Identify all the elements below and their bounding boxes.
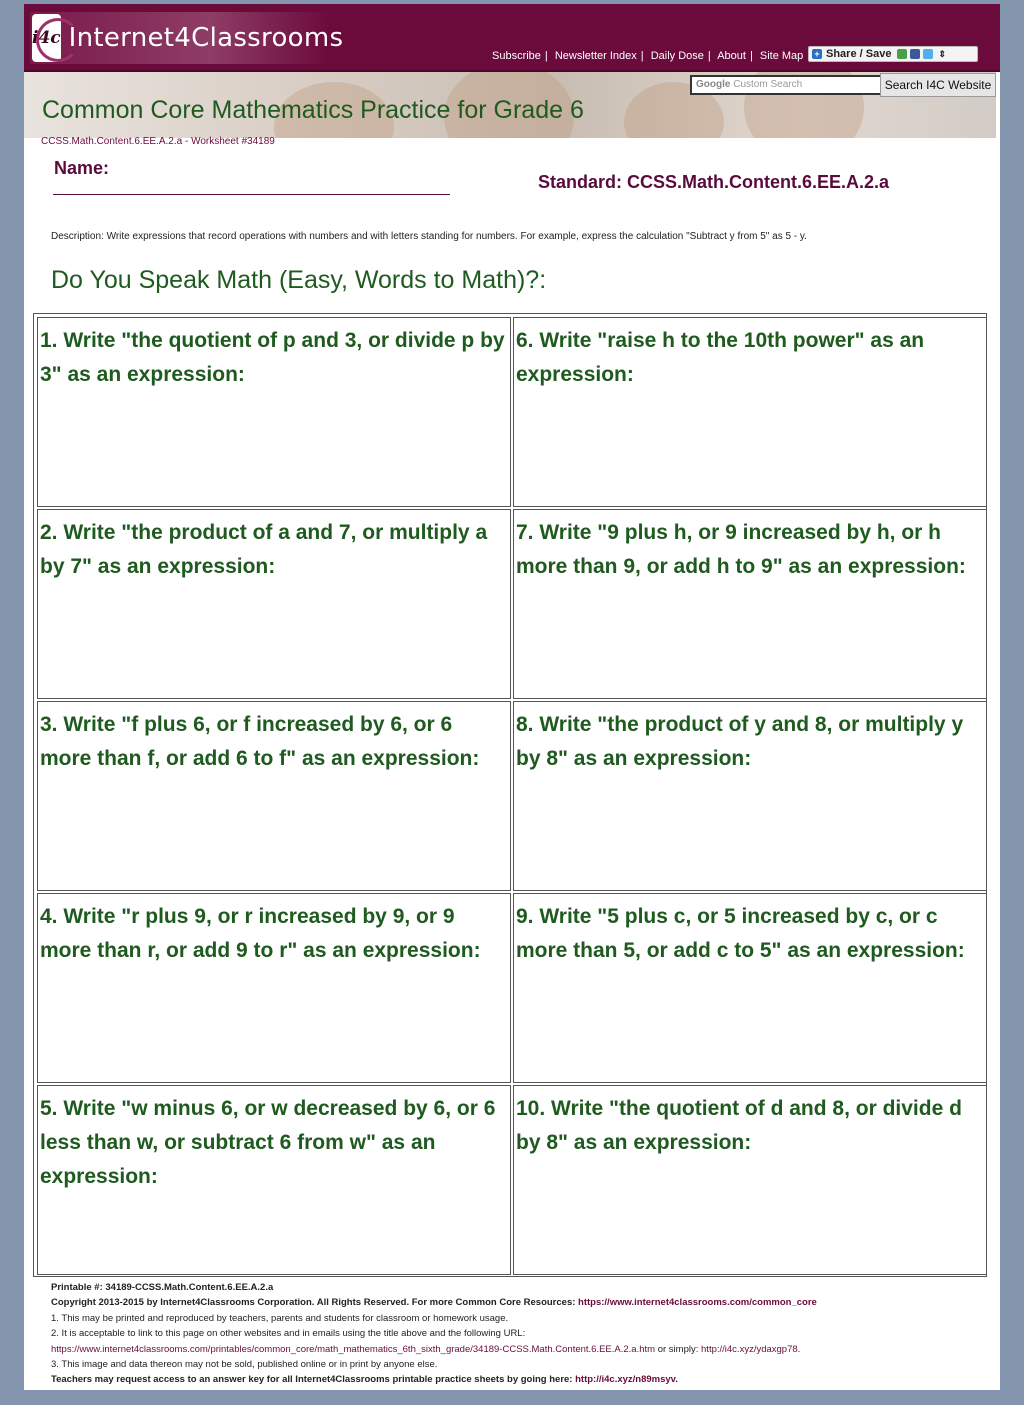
question-text: 2. Write "the product of a and 7, or multiply a by 7" as an expression: xyxy=(40,521,488,578)
name-label: Name: xyxy=(54,158,110,178)
question-text: 9. Write "5 plus c, or 5 increased by c, or c more than 5, or add c to 5" as an expression: xyxy=(516,905,965,962)
nav-link-daily-dose[interactable]: Daily Dose xyxy=(650,50,704,62)
url-line: https://www.internet4classrooms.com/printables/common_core/math_mathematics_6th_sixth_grade/34189-CCSS.Math.Content.6.EE.A.2.a.htm or simply: http://i4c.xyz/ydaxgp78. xyxy=(51,1343,801,1355)
description: Description: Write expressions that record operations with numbers and with letters standing for numbers. For example, express the calculation "Subtract y from 5" as 5 - y. xyxy=(51,231,807,242)
email-share-icon xyxy=(897,49,907,59)
footer xyxy=(51,1280,981,1388)
question-cell xyxy=(513,1085,987,1275)
search-input[interactable] xyxy=(690,75,882,95)
share-label: Share / Save xyxy=(826,48,892,60)
page-container xyxy=(24,4,1000,1390)
note-2: 2. It is acceptable to link to this page on other websites and in emails using the title above and the following URL: xyxy=(51,1328,526,1340)
question-grid xyxy=(33,313,987,1277)
page-title: Common Core Mathematics Practice for Grade 6 xyxy=(42,96,584,124)
question-text: 1. Write "the quotient of p and 3, or divide p by 3" as an expression: xyxy=(40,329,505,386)
standard-label: Standard: CCSS.Math.Content.6.EE.A.2.a xyxy=(538,172,890,192)
question-text: 8. Write "the product of y and 8, or multiply y by 8" as an expression: xyxy=(516,713,964,770)
worksheet-title: Do You Speak Math (Easy, Words to Math)?: xyxy=(51,266,547,294)
question-cell xyxy=(513,893,987,1083)
nav-link-about[interactable]: About xyxy=(717,50,746,62)
search-placeholder: Custom Search xyxy=(733,79,803,90)
i4c-logo-icon: i4c xyxy=(32,14,61,62)
note-1: 1. This may be printed and reproduced by teachers, parents and students for classroom or homework usage. xyxy=(51,1312,509,1324)
short-url-link[interactable]: http://i4c.xyz/ydaxgp78 xyxy=(701,1343,798,1355)
share-save-button[interactable] xyxy=(808,46,978,62)
plus-icon: + xyxy=(812,49,822,59)
nav-link-subscribe[interactable]: Subscribe xyxy=(492,50,541,62)
site-logo[interactable] xyxy=(30,12,344,64)
long-url-link[interactable]: https://www.internet4classrooms.com/printables/common_core/math_mathematics_6th_sixth_grade/34189-CCSS.Math.Content.6.EE.A.2.a.htm xyxy=(51,1343,656,1355)
question-cell xyxy=(513,701,987,891)
question-cell xyxy=(513,317,987,507)
breadcrumb: CCSS.Math.Content.6.EE.A.2.a - Worksheet #34189 xyxy=(41,136,275,147)
question-cell xyxy=(37,893,511,1083)
twitter-icon xyxy=(923,49,933,59)
google-logo: Google xyxy=(696,79,731,90)
question-cell xyxy=(37,701,511,891)
question-text: 4. Write "r plus 9, or r increased by 9, or 9 more than r, or add 9 to r" as an expression: xyxy=(40,905,481,962)
facebook-icon xyxy=(910,49,920,59)
question-text: 10. Write "the quotient of d and 8, or divide d by 8" as an expression: xyxy=(516,1097,962,1154)
printable-number: Printable #: 34189-CCSS.Math.Content.6.EE.A.2.a xyxy=(51,1282,274,1293)
answer-key-link[interactable]: http://i4c.xyz/n89msyv xyxy=(575,1374,676,1386)
nav-link-newsletter-index[interactable]: Newsletter Index xyxy=(554,50,637,62)
answer-key-note: Teachers may request access to an answer key for all Internet4Classrooms printable practice sheets by going here: http://i4c.xyz/n89msyv. xyxy=(51,1374,678,1386)
common-core-link[interactable]: https://www.internet4classrooms.com/common_core xyxy=(578,1297,817,1309)
note-3: 3. This image and data thereon may not be sold, published online or in print by anyone else. xyxy=(51,1359,438,1371)
logo-text: Internet4Classrooms xyxy=(68,23,344,53)
question-cell xyxy=(37,1085,511,1275)
question-cell xyxy=(513,509,987,699)
name-line xyxy=(53,194,450,195)
page-banner xyxy=(24,72,996,138)
question-cell xyxy=(37,509,511,699)
top-nav: Subscribe | Newsletter Index | Daily Dose | About | Site Map xyxy=(492,50,804,62)
question-text: 3. Write "f plus 6, or f increased by 6, or 6 more than f, or add 6 to f" as an expression: xyxy=(40,713,480,770)
site-header xyxy=(24,4,1000,72)
question-text: 6. Write "raise h to the 10th power" as an expression: xyxy=(516,329,925,386)
question-text: 5. Write "w minus 6, or w decreased by 6, or 6 less than w, or subtract 6 from w" as an expression: xyxy=(40,1097,496,1188)
question-text: 7. Write "9 plus h, or 9 increased by h, or h more than 9, or add h to 9" as an expression: xyxy=(516,521,966,578)
question-cell xyxy=(37,317,511,507)
copyright: Copyright 2013-2015 by Internet4Classrooms Corporation. All Rights Reserved. For more Common Core Resources: https://www.internet4classrooms.com/common_core xyxy=(51,1297,817,1309)
search-button[interactable]: Search I4C Website xyxy=(880,73,996,97)
chevron-updown-icon: ⇕ xyxy=(938,48,946,59)
nav-link-site-map[interactable]: Site Map xyxy=(759,50,804,62)
